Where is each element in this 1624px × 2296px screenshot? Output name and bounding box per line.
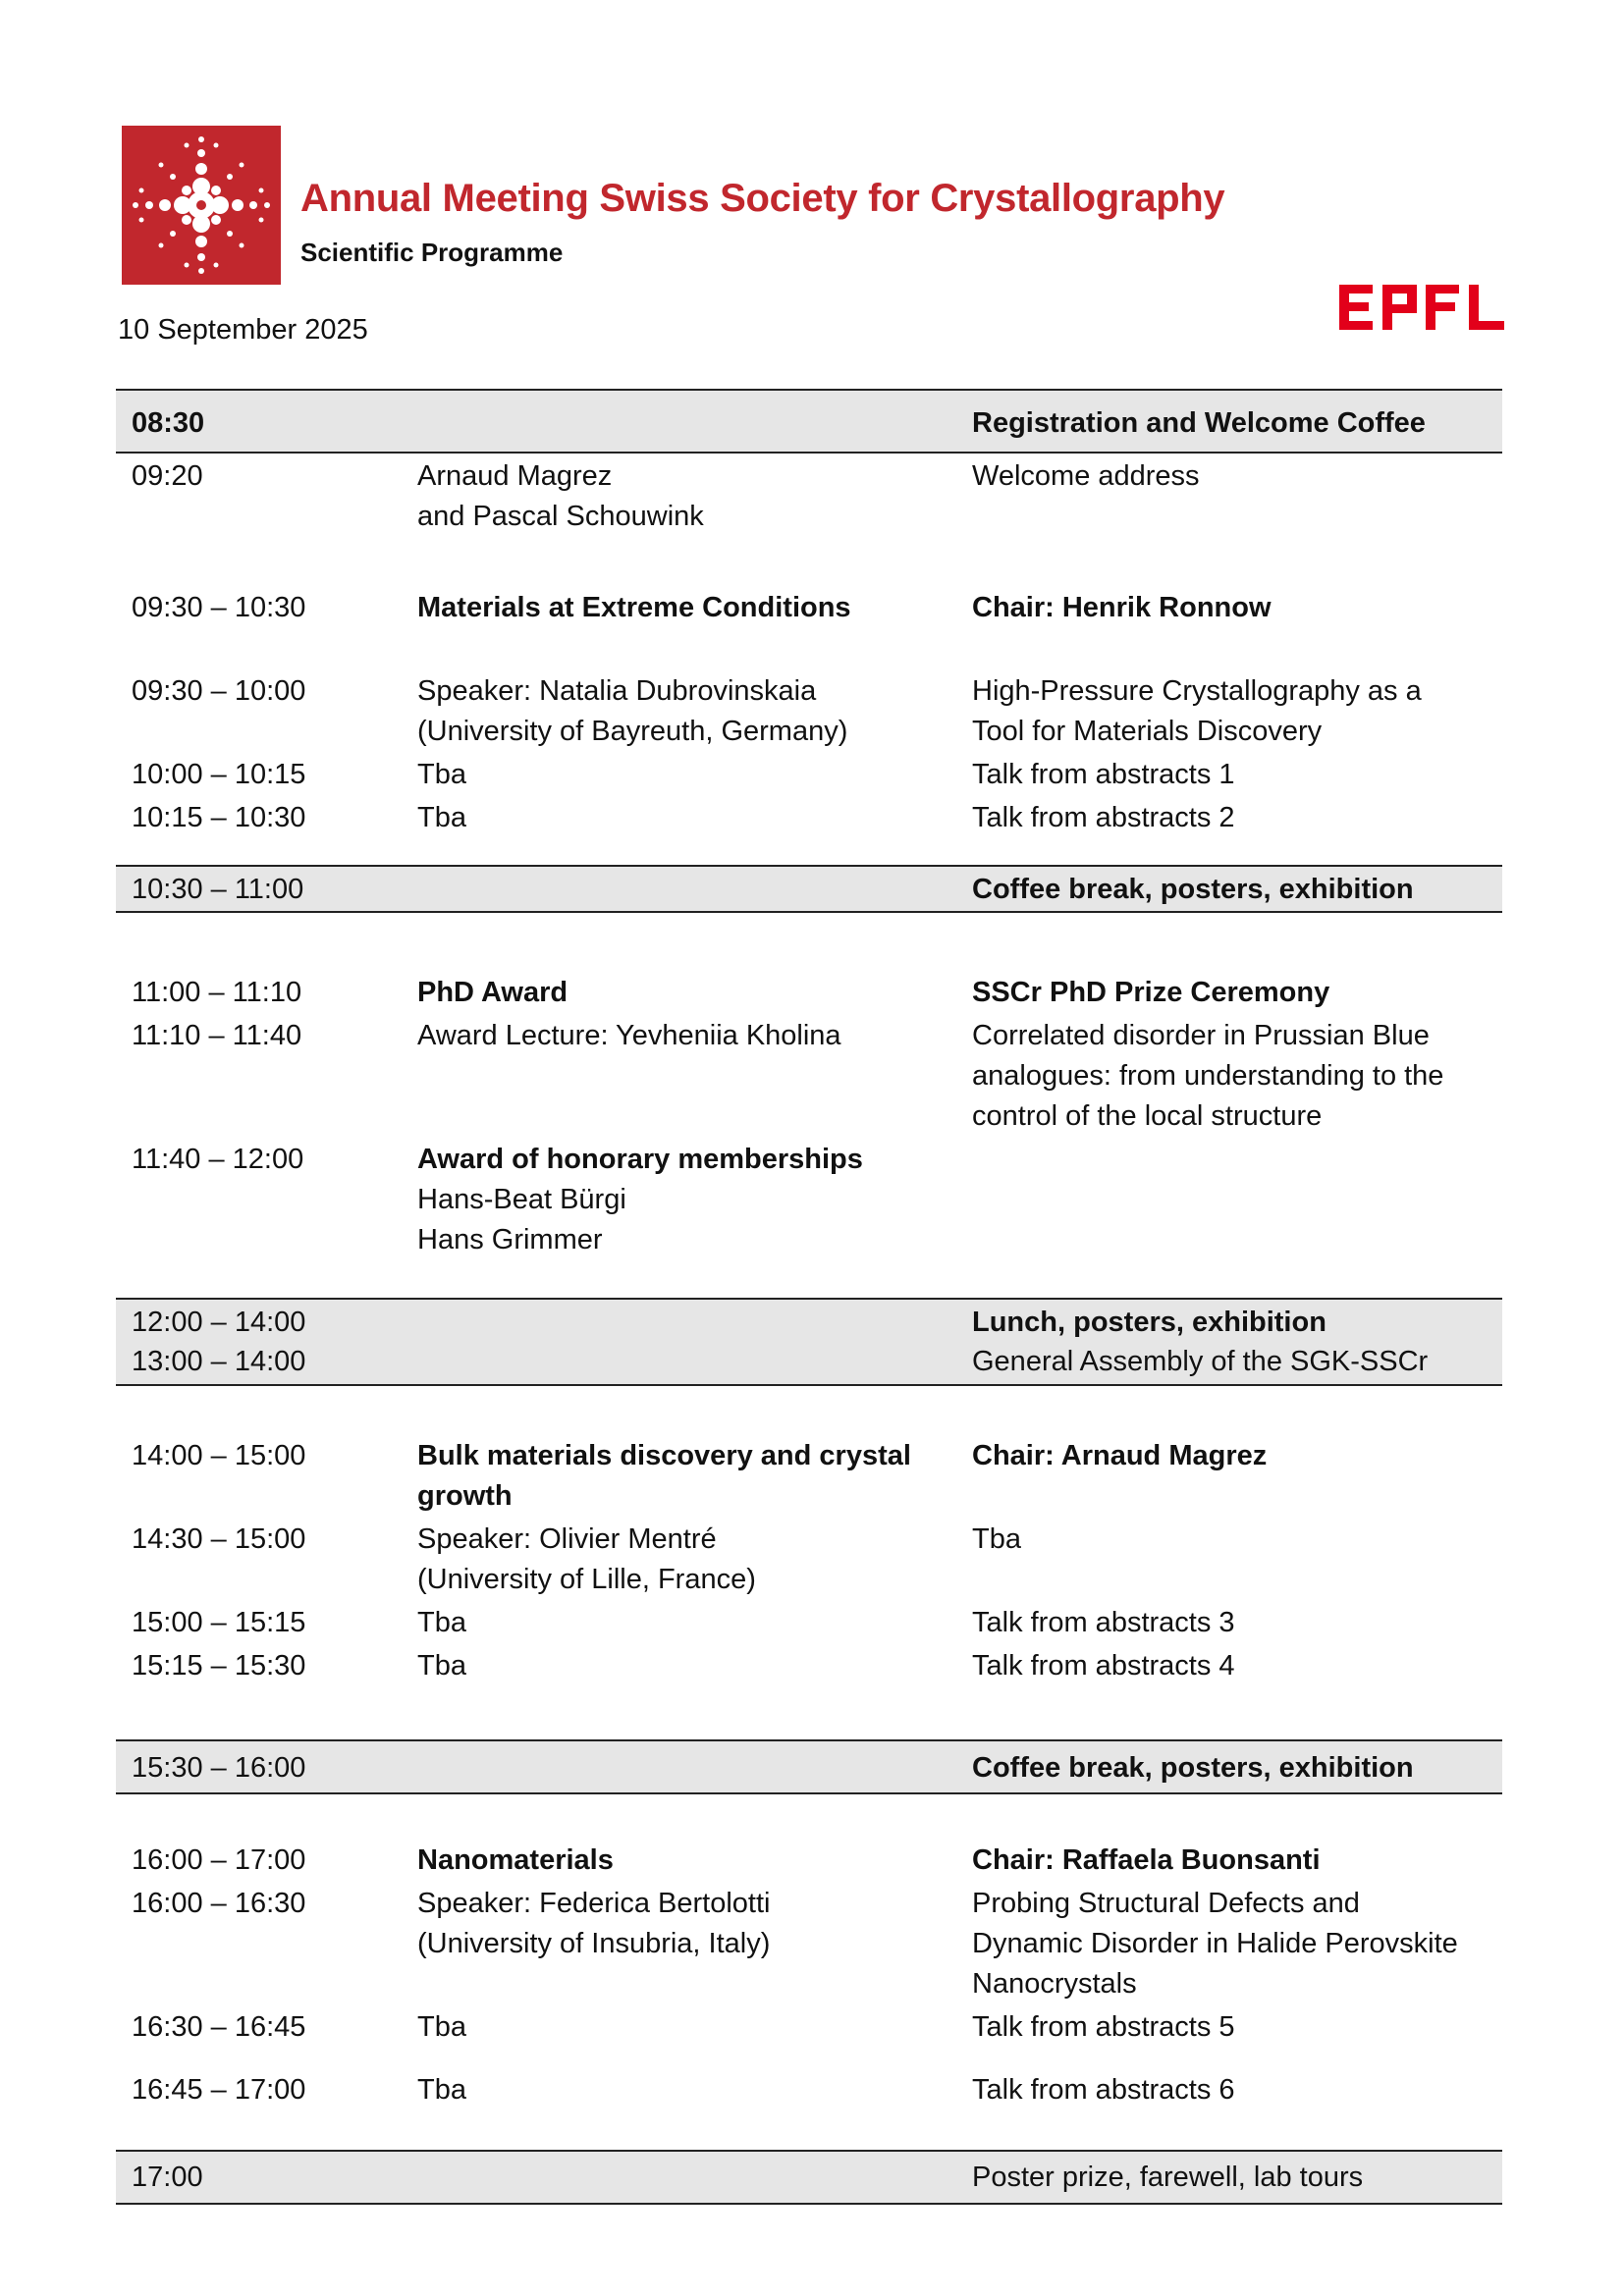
event-title-cell: Probing Structural Defects and bbox=[972, 1888, 1360, 1919]
time-cell: 15:15 – 15:30 bbox=[132, 1650, 306, 1682]
time-cell: 15:00 – 15:15 bbox=[132, 1607, 306, 1638]
table-rule bbox=[116, 452, 1502, 454]
speaker-cell: Hans-Beat Bürgi bbox=[417, 1184, 626, 1215]
speaker-cell: and Pascal Schouwink bbox=[417, 501, 704, 532]
event-title-cell: Tool for Materials Discovery bbox=[972, 716, 1323, 747]
session-title-cell: Award of honorary memberships bbox=[417, 1144, 863, 1175]
session-title-cell: PhD Award bbox=[417, 977, 568, 1008]
session-title-cell: Nanomaterials bbox=[417, 1844, 614, 1876]
time-cell: 11:10 – 11:40 bbox=[132, 1020, 302, 1051]
time-cell: 09:20 bbox=[132, 460, 203, 492]
session-title-cell: Bulk materials discovery and crystal bbox=[417, 1440, 911, 1471]
speaker-cell: Arnaud Magrez bbox=[417, 460, 613, 492]
event-title-cell: Poster prize, farewell, lab tours bbox=[972, 2162, 1364, 2193]
event-title-cell: Talk from abstracts 1 bbox=[972, 759, 1235, 790]
time-cell: 11:40 – 12:00 bbox=[132, 1144, 304, 1175]
event-title-cell: Nanocrystals bbox=[972, 1968, 1137, 2000]
event-title-cell: analogues: from understanding to the bbox=[972, 1060, 1444, 1092]
time-cell: 09:30 – 10:00 bbox=[132, 675, 306, 707]
time-cell: 09:30 – 10:30 bbox=[132, 592, 306, 623]
event-title-cell: Welcome address bbox=[972, 460, 1200, 492]
time-cell: 16:30 – 16:45 bbox=[132, 2011, 306, 2043]
time-cell: 16:45 – 17:00 bbox=[132, 2074, 306, 2106]
document-title: Annual Meeting Swiss Society for Crystallography bbox=[300, 177, 1225, 220]
event-title-cell: Talk from abstracts 5 bbox=[972, 2011, 1235, 2043]
time-cell: 16:00 – 17:00 bbox=[132, 1844, 306, 1876]
event-title-cell: Lunch, posters, exhibition bbox=[972, 1307, 1326, 1338]
table-rule bbox=[116, 911, 1502, 913]
event-title-cell: SSCr PhD Prize Ceremony bbox=[972, 977, 1330, 1008]
event-title-cell: Dynamic Disorder in Halide Perovskite bbox=[972, 1928, 1458, 1959]
time-cell: 10:00 – 10:15 bbox=[132, 759, 306, 790]
chair-cell: Chair: Raffaela Buonsanti bbox=[972, 1844, 1321, 1876]
event-title-cell: Talk from abstracts 4 bbox=[972, 1650, 1235, 1682]
affiliation-cell: (University of Lille, France) bbox=[417, 1564, 756, 1595]
table-rule bbox=[116, 2203, 1502, 2205]
affiliation-cell: (University of Bayreuth, Germany) bbox=[417, 716, 848, 747]
table-rule bbox=[116, 1792, 1502, 1794]
event-title-cell: Coffee break, posters, exhibition bbox=[972, 874, 1414, 905]
crystal-logo-icon bbox=[122, 126, 281, 285]
speaker-cell: Tba bbox=[417, 1650, 466, 1682]
document-subtitle: Scientific Programme bbox=[300, 238, 564, 267]
sgk-sscr-logo bbox=[122, 126, 281, 285]
event-title-cell: Registration and Welcome Coffee bbox=[972, 407, 1426, 439]
speaker-cell: Tba bbox=[417, 1607, 466, 1638]
event-title-cell: General Assembly of the SGK-SSCr bbox=[972, 1346, 1429, 1377]
event-title-cell: control of the local structure bbox=[972, 1100, 1323, 1132]
time-cell: 13:00 – 14:00 bbox=[132, 1346, 306, 1377]
speaker-cell: Hans Grimmer bbox=[417, 1224, 603, 1255]
chair-cell: Chair: Arnaud Magrez bbox=[972, 1440, 1268, 1471]
speaker-cell: Tba bbox=[417, 759, 466, 790]
speaker-cell: Speaker: Olivier Mentré bbox=[417, 1523, 717, 1555]
time-cell: 11:00 – 11:10 bbox=[132, 977, 302, 1008]
time-cell: 08:30 bbox=[132, 407, 205, 439]
time-cell: 16:00 – 16:30 bbox=[132, 1888, 306, 1919]
event-title-cell: Tba bbox=[972, 1523, 1021, 1555]
time-cell: 12:00 – 14:00 bbox=[132, 1307, 306, 1338]
time-cell: 14:30 – 15:00 bbox=[132, 1523, 306, 1555]
event-title-cell: Coffee break, posters, exhibition bbox=[972, 1752, 1414, 1784]
event-title-cell: Talk from abstracts 6 bbox=[972, 2074, 1235, 2106]
time-cell: 10:15 – 10:30 bbox=[132, 802, 306, 833]
event-title-cell: Talk from abstracts 3 bbox=[972, 1607, 1235, 1638]
speaker-cell: Speaker: Natalia Dubrovinskaia bbox=[417, 675, 817, 707]
session-title-cell: Materials at Extreme Conditions bbox=[417, 592, 851, 623]
time-cell: 17:00 bbox=[132, 2162, 203, 2193]
time-cell: 15:30 – 16:00 bbox=[132, 1752, 306, 1784]
speaker-cell: Tba bbox=[417, 2074, 466, 2106]
speaker-cell: Speaker: Federica Bertolotti bbox=[417, 1888, 771, 1919]
affiliation-cell: (University of Insubria, Italy) bbox=[417, 1928, 771, 1959]
speaker-cell: Award Lecture: Yevheniia Kholina bbox=[417, 1020, 841, 1051]
session-title-cell: growth bbox=[417, 1480, 513, 1512]
epfl-logo-icon bbox=[1339, 285, 1504, 330]
time-cell: 14:00 – 15:00 bbox=[132, 1440, 306, 1471]
event-title-cell: High-Pressure Crystallography as a bbox=[972, 675, 1422, 707]
chair-cell: Chair: Henrik Ronnow bbox=[972, 592, 1272, 623]
speaker-cell: Tba bbox=[417, 2011, 466, 2043]
event-title-cell: Talk from abstracts 2 bbox=[972, 802, 1235, 833]
time-cell: 10:30 – 11:00 bbox=[132, 874, 304, 905]
epfl-logo bbox=[1339, 285, 1504, 330]
table-rule bbox=[116, 1384, 1502, 1386]
event-title-cell: Correlated disorder in Prussian Blue bbox=[972, 1020, 1430, 1051]
programme-date: 10 September 2025 bbox=[118, 314, 368, 346]
speaker-cell: Tba bbox=[417, 802, 466, 833]
